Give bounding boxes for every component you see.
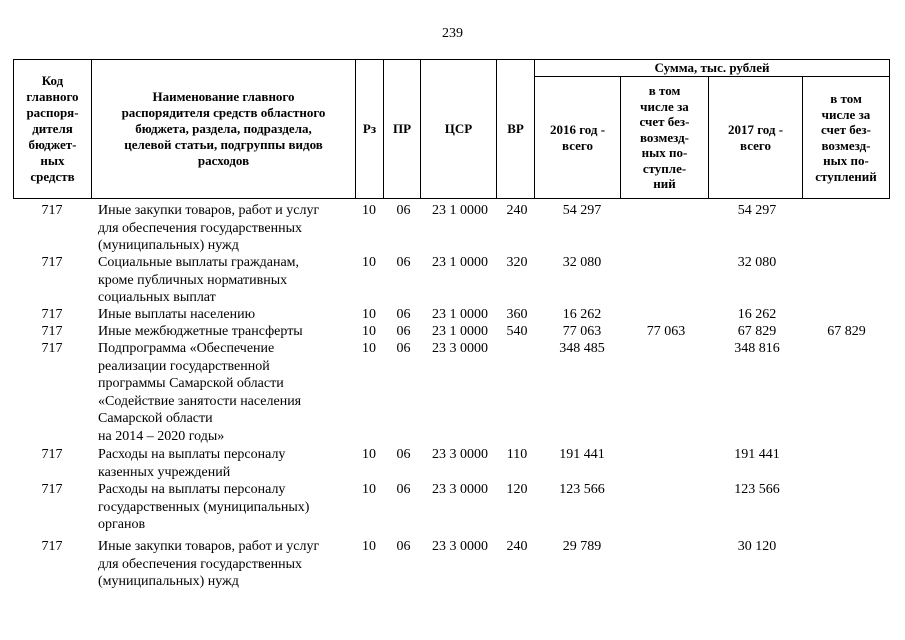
row-csr: 23 1 0000 (432, 203, 488, 218)
row-name: Иные закупки товаров, работ и услуг для обеспечения государственных (муниципальных) нужд (98, 539, 320, 589)
row-rz: 10 (362, 447, 376, 462)
header-2017-total: 2017 год - всего (709, 77, 803, 199)
row-csr: 23 1 0000 (432, 307, 488, 322)
row-rz: 10 (362, 203, 376, 218)
row-sum-2016: 32 080 (562, 255, 602, 270)
row-name: Социальные выплаты гражданам, кроме публичных нормативных социальных выплат (98, 255, 300, 305)
header-2017-gratuitous: в том числе за счет без- возмезд- ных по- ступлений (803, 77, 890, 199)
row-rz: 10 (362, 324, 376, 339)
row-csr: 23 3 0000 (432, 539, 488, 554)
row-csr: 23 3 0000 (432, 447, 488, 462)
row-pr: 06 (396, 255, 411, 270)
row-code: 717 (41, 341, 63, 356)
row-sum-2016: 77 063 (562, 324, 602, 339)
row-csr: 23 1 0000 (432, 255, 488, 270)
row-sum-2016: 191 441 (559, 447, 605, 462)
row-pr: 06 (396, 341, 411, 356)
row-name: Расходы на выплаты персоналу казенных учреждений (98, 447, 286, 480)
row-pr: 06 (396, 307, 411, 322)
row-code: 717 (41, 307, 63, 322)
row-gratuitous-2016: 77 063 (646, 324, 686, 339)
row-gratuitous-2017: 67 829 (827, 324, 866, 339)
row-code: 717 (41, 482, 63, 497)
table-header (13, 59, 890, 199)
row-sum-2016: 16 262 (562, 307, 602, 322)
header-2016-total: 2016 год - всего (535, 77, 621, 199)
row-name: Расходы на выплаты персоналу государственных (муниципальных) органов (98, 482, 310, 532)
row-pr: 06 (396, 447, 411, 462)
row-sum-2016: 123 566 (559, 482, 605, 497)
row-rz: 10 (362, 539, 376, 554)
row-vr: 120 (506, 482, 528, 497)
row-sum-2016: 54 297 (562, 203, 602, 218)
header-sum-title: Сумма, тыс. рублей (535, 60, 890, 77)
row-sum-2017: 32 080 (737, 255, 777, 270)
row-vr: 110 (506, 447, 528, 462)
row-sum-2017: 67 829 (737, 324, 777, 339)
row-code: 717 (41, 324, 63, 339)
row-pr: 06 (396, 539, 411, 554)
row-sum-2017: 54 297 (737, 203, 777, 218)
header-name: Наименование главного распорядителя средств областного бюджета, раздела, подраздела, целевой статьи, подгруппы видов расходов (92, 60, 356, 199)
row-rz: 10 (362, 341, 376, 356)
row-name: Иные межбюджетные трансферты (98, 324, 303, 339)
row-name: Иные закупки товаров, работ и услуг для обеспечения государственных (муниципальных) нужд (98, 203, 320, 253)
row-vr: 540 (506, 324, 528, 339)
row-rz: 10 (362, 255, 376, 270)
page-number: 239 (442, 26, 463, 41)
row-sum-2017: 16 262 (737, 307, 777, 322)
row-csr: 23 3 0000 (432, 482, 488, 497)
row-csr: 23 3 0000 (432, 341, 488, 356)
row-vr: 360 (506, 307, 528, 322)
header-csr: ЦСР (421, 60, 497, 199)
row-rz: 10 (362, 307, 376, 322)
header-vr: ВР (497, 60, 535, 199)
row-csr: 23 1 0000 (432, 324, 488, 339)
row-sum-2017: 348 816 (734, 341, 780, 356)
row-name: Иные выплаты населению (98, 307, 256, 322)
row-name: Подпрограмма «Обеспечение реализации государственной программы Самарской области «Содействие занятости населения Самарской области на 2014 – 2020 годы» (98, 341, 302, 444)
row-sum-2016: 29 789 (562, 539, 602, 554)
row-code: 717 (41, 447, 63, 462)
row-sum-2017: 123 566 (734, 482, 780, 497)
row-pr: 06 (396, 482, 411, 497)
row-pr: 06 (396, 203, 411, 218)
row-code: 717 (41, 203, 63, 218)
row-sum-2017: 191 441 (734, 447, 780, 462)
row-code: 717 (41, 539, 63, 554)
row-vr: 240 (506, 539, 528, 554)
row-sum-2017: 30 120 (737, 539, 777, 554)
row-vr: 320 (506, 255, 528, 270)
row-rz: 10 (362, 482, 376, 497)
row-pr: 06 (396, 324, 411, 339)
row-sum-2016: 348 485 (559, 341, 605, 356)
header-pr: ПР (384, 60, 421, 199)
row-vr: 240 (506, 203, 528, 218)
header-code: Код главного распоря- дителя бюджет- ных средств (14, 60, 92, 199)
header-rz: Рз (356, 60, 384, 199)
row-code: 717 (41, 255, 63, 270)
header-2016-gratuitous: в том числе за счет без- возмезд- ных по- ступле- ний (621, 77, 709, 199)
